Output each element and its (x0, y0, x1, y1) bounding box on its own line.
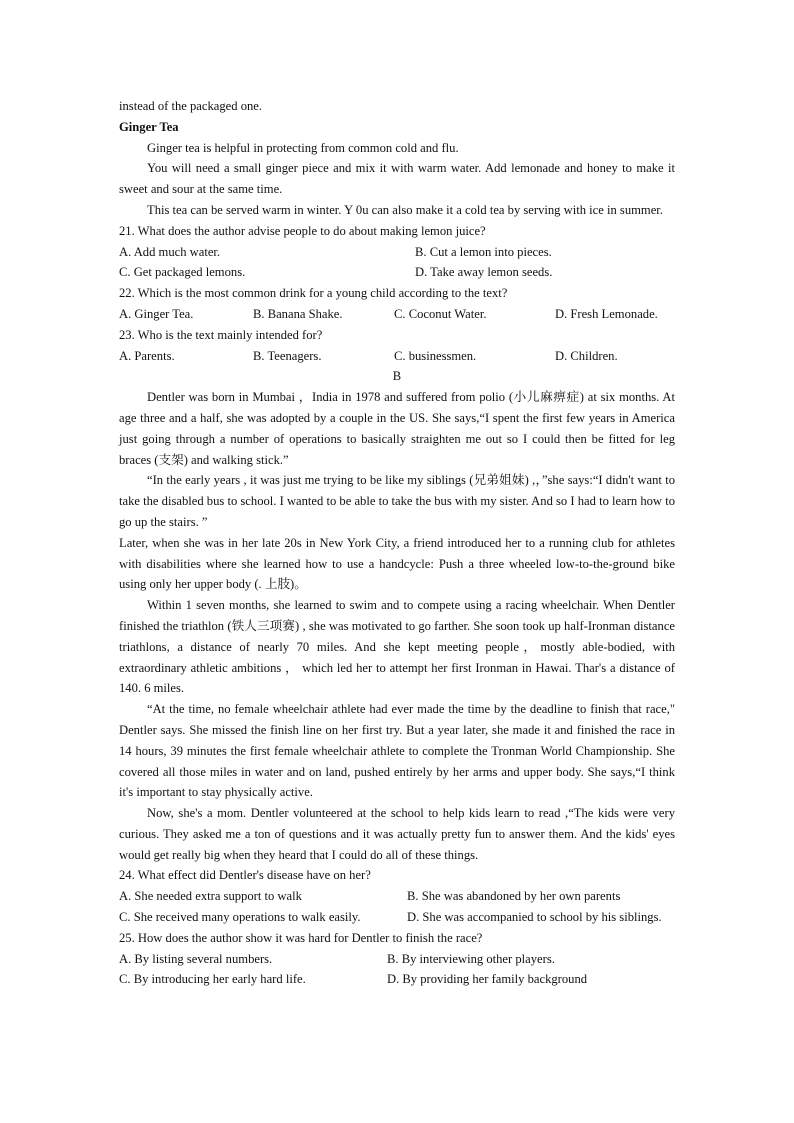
option-c: C. She received many operations to walk easily. (119, 910, 361, 925)
passage-paragraph-2: “In the early years , it was just me trying to be like my siblings (兄弟姐妹) ,，”she says:“I didn't want to take the disabled bus to school. I wanted to be able to take the bus with my sister. And so I had to learn how to go up the stairs. ” (119, 473, 675, 529)
ginger-paragraph-3: This tea can be served warm in winter. Y 0u can also make it a cold tea by serving with ice in summer. (147, 202, 663, 217)
passage-paragraph-1: Dentler was born in Mumbai ，India in 1978 and suffered from polio (小儿麻痹症) at six months. At age three and a half, she was adopted by a couple in the US. She says,“I spent the first few years in America just going through a number of operations to basically straighten me out so I could then be fitted for leg braces (支架) and walking stick.” (119, 390, 675, 467)
ginger-paragraph-2: You will need a small ginger piece and mix it with warm water. Add lemonade and honey to make it sweet and sour at the same time. (119, 161, 675, 197)
option-d: D. Fresh Lemonade. (555, 306, 658, 321)
question-options (119, 304, 675, 325)
option-b: B. Cut a lemon into pieces. (415, 244, 552, 259)
option-a: A. Parents. (119, 348, 175, 363)
question-stem: 23. Who is the text mainly intended for? (119, 327, 323, 342)
option-c: C. Coconut Water. (394, 306, 487, 321)
ginger-paragraph-1: Ginger tea is helpful in protecting from common cold and flu. (147, 140, 459, 155)
section-label: B (392, 369, 402, 384)
question-24 (119, 865, 675, 927)
option-a: A. Ginger Tea. (119, 306, 194, 321)
question-25 (119, 928, 675, 990)
option-a: A. She needed extra support to walk (119, 889, 302, 904)
passage-paragraph-5: “At the time, no female wheelchair athlete had ever made the time by the deadline to finish that race," Dentler says. She missed the finish line on her first try. But a year later, she made it and finished the race in 14 hours, 39 minutes the first female wheelchair athlete to complete the Tronman World Championship. She covered all those miles in water and on land, pushed entirely by her arms and upper body. She says,“I think it's important to stay physically active. (119, 702, 675, 800)
passage-paragraph-3: Later, when she was in her late 20s in New York City, a friend introduced her to a running club for athletes with disabilities where she learned how to use a handcycle: Push a three wheeled low-to-the-ground bike using only her upper body (. 上肢)。 (119, 535, 675, 592)
option-d: D. By providing her family background (387, 972, 588, 987)
question-options (119, 346, 675, 367)
question-stem: 21. What does the author advise people to do about making lemon juice? (119, 223, 486, 238)
question-options (119, 886, 675, 928)
option-c: C. By introducing her early hard life. (119, 972, 306, 987)
option-a: A. By listing several numbers. (119, 951, 273, 966)
option-c: C. businessmen. (394, 348, 477, 363)
intro-tail: instead of the packaged one. (119, 99, 263, 113)
passage-paragraph-6: Now, she's a mom. Dentler volunteered at the school to help kids learn to read ,“The kids were very curious. They asked me a ton of questions and it was actually pretty fun to answer them. And the kids' eyes would get really big when they heard that I could do all of these things. (119, 806, 675, 862)
option-d: D. Children. (555, 348, 618, 363)
question-stem: 22. Which is the most common drink for a young child according to the text? (119, 286, 508, 301)
question-options (119, 949, 675, 991)
passage-paragraph-4: Within 1 seven months, she learned to swim and to compete using a racing wheelchair. When Dentler finished the triathlon (铁人三项赛) , she was motivated to go farther. She soon took up half-Ironman distance triathlons, a distance of nearly 70 miles. And she kept meeting people，mostly able-bodied, with extraordinary athletic ambitions ， which led her to attempt her first Ironman in Hawai. Thar's a distance of 140. 6 miles. (119, 598, 675, 696)
question-options (119, 242, 675, 284)
option-b: B. Banana Shake. (253, 306, 343, 321)
option-b: B. Teenagers. (253, 348, 322, 363)
question-stem: 24. What effect did Dentler's disease have on her? (119, 868, 371, 883)
question-22 (119, 283, 675, 325)
option-a: A. Add much water. (119, 244, 221, 259)
option-b: B. She was abandoned by her own parents (407, 889, 621, 904)
option-b: B. By interviewing other players. (387, 951, 555, 966)
option-d: D. She was accompanied to school by his siblings. (407, 910, 662, 925)
ginger-heading: Ginger Tea (119, 119, 179, 134)
document-page (119, 96, 675, 990)
question-21 (119, 221, 675, 283)
option-c: C. Get packaged lemons. (119, 265, 246, 280)
question-23 (119, 325, 675, 367)
question-stem: 25. How does the author show it was hard for Dentler to finish the race? (119, 930, 483, 945)
option-d: D. Take away lemon seeds. (415, 265, 553, 280)
